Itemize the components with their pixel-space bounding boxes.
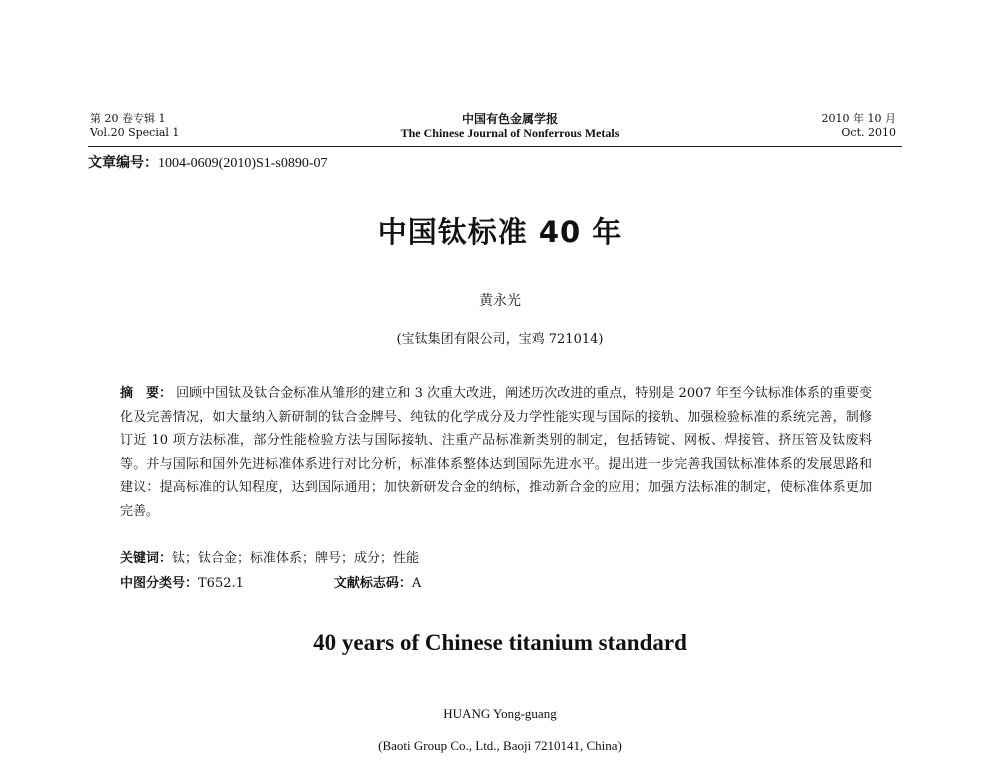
- affiliation-en: (Baoti Group Co., Ltd., Baoji 7210141, China): [378, 738, 622, 753]
- title-en: 40 years of Chinese titanium standard: [313, 630, 687, 655]
- article-number-value: 1004-0609(2010)S1-s0890-07: [158, 156, 328, 171]
- abstract: [120, 382, 872, 524]
- article-number-label: 文章编号：: [88, 155, 158, 171]
- keywords: [120, 547, 419, 566]
- keywords-label: 关键词：: [120, 551, 173, 566]
- title-cn: 中国钛标准 40 年: [377, 215, 623, 249]
- journal-name: [340, 112, 680, 140]
- header-rule: [88, 146, 902, 147]
- abstract-label: 摘 要：: [120, 386, 173, 401]
- clc-label: 中图分类号：: [120, 576, 199, 591]
- article-number: [88, 152, 328, 172]
- affiliation-cn: (宝钛集团有限公司，宝鸡 721014): [396, 332, 604, 347]
- date-cn: 2010 年 10 月: [821, 112, 896, 125]
- doc-code-label: 文献标志码：: [333, 576, 412, 591]
- journal-name-en: The Chinese Journal of Nonferrous Metals: [400, 126, 620, 140]
- volume-cn: 第 20 卷专辑 1: [90, 112, 166, 125]
- journal-date: [822, 112, 896, 140]
- journal-name-cn: 中国有色金属学报: [461, 112, 558, 126]
- classification: [120, 572, 421, 591]
- keywords-text: 钛；钛合金；标准体系；牌号；成分；性能: [172, 551, 420, 566]
- author-en: HUANG Yong-guang: [443, 706, 557, 721]
- volume-en: Vol.20 Special 1: [90, 126, 180, 139]
- abstract-text: 回顾中国钛及钛合金标准从雏形的建立和 3 次重大改进，阐述历次改进的重点，特别是 2007 年至今钛标准体系的重要变化及完善情况，如大量纳入新研制的钛合金牌号、纯钛的化学成分及力学性能实现与国际的接轨、加强检验标准的系统完善，制修订近 10 项方法标准，部分性能检验方法与国际接轨、注重产品标准新类别的制定，包括铸锭、网板、焊接管、挤压管及钛废料等。并与国际和国外先进标准体系进行对比分析，标准体系整体达到国际先进水平。提出进一步完善我国钛标准体系的发展思路和建议：提高标准的认知程度，达到国际通用；加快新研发合金的纳标，推动新合金的应用；加强方法标准的制定，使标准体系更加完善。: [120, 386, 872, 519]
- author-cn: 黄永光: [479, 293, 521, 309]
- doc-code-value: A: [411, 576, 422, 591]
- journal-volume: [90, 112, 179, 140]
- clc-value: T652.1: [198, 576, 244, 591]
- date-en: Oct. 2010: [841, 126, 896, 139]
